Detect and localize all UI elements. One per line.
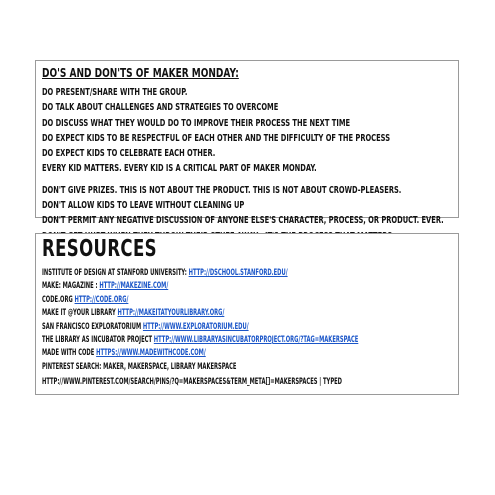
do-item: DO EXPECT KIDS TO CELEBRATE EACH OTHER. xyxy=(42,148,216,160)
do-item: DO PRESENT/SHARE WITH THE GROUP. xyxy=(42,87,188,98)
resource-item xyxy=(42,306,296,319)
resource-link[interactable]: HTTPS://WWW.MADEWITHCODE.COM/ xyxy=(96,347,206,358)
resource-label: THE LIBRARY AS INCUBATOR PROJECT xyxy=(42,334,154,345)
do-item: DO TALK ABOUT CHALLENGES AND STRATEGIES TO OVERCOME xyxy=(42,102,279,114)
dont-item: DON'T GIVE PRIZES. THIS IS NOT ABOUT THE PRODUCT. THIS IS NOT ABOUT CROWD-PLEASERS. xyxy=(42,184,402,196)
resources-title: RESOURCES xyxy=(42,236,157,262)
resource-label: CODE.ORG xyxy=(42,293,75,304)
resource-link[interactable]: HTTP://WWW.LIBRARYASINCUBATORPROJECT.ORG/?TAG=MAKERSPACE xyxy=(153,334,359,345)
dos-donts-title: DO'S AND DON'TS OF MAKER MONDAY: xyxy=(42,65,239,80)
do-item: EVERY KID MATTERS. EVERY KID IS A CRITICAL PART OF MAKER MONDAY. xyxy=(42,163,317,175)
resource-item xyxy=(42,346,296,359)
resource-link[interactable]: HTTP://CODE.ORG/ xyxy=(74,293,129,304)
resource-label: MAKE: MAGAZINE : xyxy=(42,280,100,291)
resource-label: MADE WITH CODE xyxy=(42,347,97,358)
dos-and-donts-box xyxy=(35,60,459,227)
dont-item: DON'T PERMIT ANY NEGATIVE DISCUSSION OF ANYONE ELSE'S CHARACTER, PROCESS, OR PRODUCT. EVER. xyxy=(42,215,444,227)
resource-item xyxy=(42,293,296,306)
do-item: DO EXPECT KIDS TO BE RESPECTFUL OF EACH OTHER AND THE DIFFICULTY OF THE PROCESS xyxy=(42,132,391,144)
pinterest-search-label: PINTEREST SEARCH: MAKER, MAKERSPACE, LIBRARY MAKERSPACE xyxy=(42,360,237,371)
resource-label: INSTITUTE OF DESIGN AT STANFORD UNIVERSITY: xyxy=(42,267,189,277)
resource-item xyxy=(42,333,359,346)
resource-label: SAN FRANCISCO EXPLORATORIUM xyxy=(42,320,143,331)
resource-link[interactable]: HTTP://WWW.EXPLORATORIUM.EDU/ xyxy=(142,320,249,331)
resource-link[interactable]: HTTP://MAKEZINE.COM/ xyxy=(99,280,169,291)
resource-item xyxy=(42,266,296,279)
resource-label: MAKE IT @YOUR LIBRARY xyxy=(42,307,118,318)
do-item: DO DISCUSS WHAT THEY WOULD DO TO IMPROVE THEIR PROCESS THE NEXT TIME xyxy=(42,117,351,129)
resource-item xyxy=(42,279,296,292)
resources-box xyxy=(35,233,459,395)
resource-item xyxy=(42,320,296,333)
dont-item: DON'T ALLOW KIDS TO LEAVE WITHOUT CLEANING UP xyxy=(42,200,245,212)
resource-link[interactable]: HTTP://MAKEITATYOURLIBRARY.ORG/ xyxy=(117,307,225,318)
pinterest-search-url: HTTP://WWW.PINTEREST.COM/SEARCH/PINS/?Q=MAKERSPACES&TERM_META[]=MAKERSPACES | TYPED xyxy=(42,376,342,387)
resource-link[interactable]: HTTP://DSCHOOL.STANFORD.EDU/ xyxy=(188,267,288,277)
